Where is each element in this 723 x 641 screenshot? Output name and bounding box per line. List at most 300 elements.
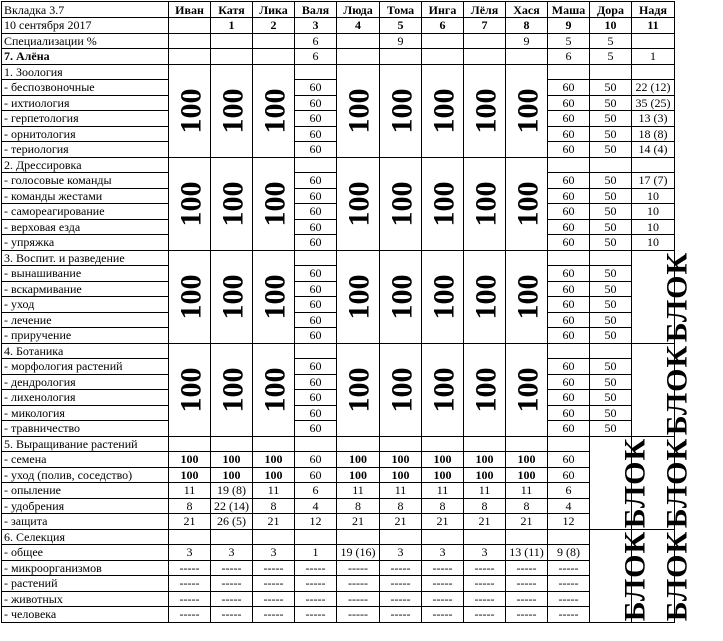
table-cell: 21 xyxy=(337,514,380,530)
big-value-cell xyxy=(422,157,464,250)
table-cell: 60 xyxy=(295,374,337,390)
row-label: - семена xyxy=(2,452,169,468)
dash-cell: ----- xyxy=(169,576,211,592)
big-value-cell xyxy=(253,64,295,157)
table-cell: 60 xyxy=(548,126,590,142)
table-cell xyxy=(169,436,211,452)
big-value-cell xyxy=(211,343,253,436)
dash-cell: ----- xyxy=(253,560,295,576)
dash-cell: ----- xyxy=(253,576,295,592)
big-value: 100 xyxy=(511,181,545,226)
table-cell xyxy=(548,64,590,80)
table-cell: 100 xyxy=(253,467,295,483)
table-cell: 26 (5) xyxy=(211,514,253,530)
table-cell: 11 xyxy=(422,483,464,499)
big-value: 100 xyxy=(342,88,376,133)
big-value-cell xyxy=(380,157,422,250)
table-cell: 100 xyxy=(211,452,253,468)
big-value-cell xyxy=(169,64,211,157)
big-value-cell xyxy=(464,157,506,250)
big-value: 100 xyxy=(174,88,208,133)
dash-cell: ----- xyxy=(169,607,211,623)
big-value: 100 xyxy=(216,274,250,319)
dash-cell: ----- xyxy=(169,560,211,576)
column-header-number xyxy=(169,18,211,34)
table-cell xyxy=(632,33,675,49)
table-cell xyxy=(590,250,632,266)
row-label: - защита xyxy=(2,514,169,530)
table-cell: 60 xyxy=(295,266,337,282)
row-label: - ихтиология xyxy=(2,95,169,111)
dash-cell: ----- xyxy=(211,607,253,623)
table-cell: 21 xyxy=(464,514,506,530)
dash-cell: ----- xyxy=(337,576,380,592)
table-cell: 8 xyxy=(380,498,422,514)
column-header-number: 11 xyxy=(632,18,675,34)
table-cell: 60 xyxy=(548,452,590,468)
table-cell xyxy=(253,49,295,65)
table-cell: 60 xyxy=(295,405,337,421)
table-cell: 5 xyxy=(590,49,632,65)
group-title: 2. Дрессировка xyxy=(2,157,169,173)
table-cell xyxy=(590,343,632,359)
table-cell: 6 xyxy=(548,49,590,65)
table-cell: 60 xyxy=(295,111,337,127)
table-cell xyxy=(422,33,464,49)
table-cell xyxy=(590,64,632,80)
big-value: 100 xyxy=(342,181,376,226)
table-cell xyxy=(211,436,253,452)
column-header-name: Люда xyxy=(337,2,380,18)
big-value-cell xyxy=(464,250,506,343)
table-cell: 3 xyxy=(422,545,464,561)
table-cell xyxy=(506,529,548,545)
big-value: 100 xyxy=(216,367,250,412)
table-cell: 21 xyxy=(380,514,422,530)
dash-cell: ----- xyxy=(295,576,337,592)
big-value-cell xyxy=(253,157,295,250)
table-cell xyxy=(253,529,295,545)
table-cell: 60 xyxy=(295,219,337,235)
table-cell: 13 (3) xyxy=(632,111,675,127)
table-cell: 60 xyxy=(295,421,337,437)
dash-cell: ----- xyxy=(422,591,464,607)
blok-label: БЛОК xyxy=(660,251,694,342)
table-cell: 8 xyxy=(506,498,548,514)
table-cell: 9 xyxy=(380,33,422,49)
table-cell: 100 xyxy=(380,452,422,468)
table-cell: 11 xyxy=(253,483,295,499)
table-cell: 50 xyxy=(590,204,632,220)
dash-cell: ----- xyxy=(380,591,422,607)
column-header-name: Тома xyxy=(380,2,422,18)
tab-title: Вкладка 3.7 xyxy=(2,2,169,18)
table-cell: 100 xyxy=(422,467,464,483)
dash-cell: ----- xyxy=(380,607,422,623)
table-cell: 50 xyxy=(590,359,632,375)
table-cell: 60 xyxy=(295,312,337,328)
table-cell xyxy=(506,436,548,452)
big-value-cell xyxy=(211,250,253,343)
table-cell: 12 xyxy=(548,514,590,530)
big-value-cell xyxy=(169,157,211,250)
dash-cell: ----- xyxy=(422,576,464,592)
dash-cell: ----- xyxy=(548,591,590,607)
group-title-row xyxy=(2,436,675,452)
table-cell: 60 xyxy=(295,235,337,251)
column-header-name: Дора xyxy=(590,2,632,18)
table-cell: 10 xyxy=(632,235,675,251)
table-cell xyxy=(506,49,548,65)
column-header-number: 10 xyxy=(590,18,632,34)
table-cell xyxy=(548,529,590,545)
table-cell: 17 (7) xyxy=(632,173,675,189)
table-cell: 60 xyxy=(548,374,590,390)
column-header-name: Лика xyxy=(253,2,295,18)
table-cell: 50 xyxy=(590,281,632,297)
dash-cell: ----- xyxy=(548,560,590,576)
blok-label: БЛОК xyxy=(660,437,694,528)
group-title-row xyxy=(2,250,675,266)
big-value: 100 xyxy=(469,367,503,412)
group-title: 4. Ботаника xyxy=(2,343,169,359)
dash-cell: ----- xyxy=(548,607,590,623)
row-label: - удобрения xyxy=(2,498,169,514)
table-cell: 100 xyxy=(422,452,464,468)
group-title: 6. Селекция xyxy=(2,529,169,545)
table-cell xyxy=(295,343,337,359)
column-header-number: 3 xyxy=(295,18,337,34)
column-header-number: 8 xyxy=(506,18,548,34)
big-value: 100 xyxy=(427,181,461,226)
table-cell: 60 xyxy=(295,204,337,220)
table-cell: 60 xyxy=(295,173,337,189)
big-value: 100 xyxy=(174,274,208,319)
big-value-cell xyxy=(506,343,548,436)
row-label: 7. Алёна xyxy=(2,49,169,65)
table-cell: 60 xyxy=(548,421,590,437)
big-value-cell xyxy=(422,343,464,436)
group-title-row xyxy=(2,529,675,545)
table-cell: 8 xyxy=(169,498,211,514)
table-cell xyxy=(253,436,295,452)
table-cell: 50 xyxy=(590,173,632,189)
table-cell: 50 xyxy=(590,235,632,251)
table-cell: 60 xyxy=(548,235,590,251)
table-cell: 8 xyxy=(337,498,380,514)
blok-cell xyxy=(590,436,652,529)
big-value: 100 xyxy=(427,367,461,412)
dash-cell: ----- xyxy=(295,591,337,607)
table-cell xyxy=(548,157,590,173)
table-cell: 11 xyxy=(169,483,211,499)
table-cell: 9 xyxy=(506,33,548,49)
table-cell xyxy=(464,436,506,452)
table-cell: 60 xyxy=(548,173,590,189)
big-value: 100 xyxy=(216,88,250,133)
row-label: - вынашивание xyxy=(2,266,169,282)
group-title: 3. Воспит. и разведение xyxy=(2,250,169,266)
table-cell xyxy=(337,436,380,452)
row-label: - вскармивание xyxy=(2,281,169,297)
row-label: - морфология растений xyxy=(2,359,169,375)
big-value-cell xyxy=(169,250,211,343)
table-cell: 100 xyxy=(337,467,380,483)
table-cell: 21 xyxy=(422,514,464,530)
dash-cell: ----- xyxy=(506,591,548,607)
table-cell: 11 xyxy=(380,483,422,499)
table-cell xyxy=(295,157,337,173)
blok-cell xyxy=(632,343,694,436)
table-cell: 50 xyxy=(590,142,632,158)
table-cell: 6 xyxy=(295,49,337,65)
table-cell: 11 xyxy=(337,483,380,499)
dash-cell: ----- xyxy=(380,560,422,576)
table-row xyxy=(2,591,675,607)
header-row-numbers xyxy=(2,18,675,34)
row-label: - самореагирование xyxy=(2,204,169,220)
table-cell: 50 xyxy=(590,390,632,406)
big-value-cell xyxy=(506,157,548,250)
table-row xyxy=(2,545,675,561)
table-cell xyxy=(590,157,632,173)
table-row xyxy=(2,576,675,592)
table-cell xyxy=(380,529,422,545)
big-value-cell xyxy=(211,157,253,250)
row-label: - приручение xyxy=(2,328,169,344)
big-value-cell xyxy=(422,250,464,343)
table-cell: 60 xyxy=(548,142,590,158)
column-header-number: 9 xyxy=(548,18,590,34)
row-label: - орнитология xyxy=(2,126,169,142)
alena-row xyxy=(2,49,675,65)
blok-cell xyxy=(590,529,652,622)
skills-table xyxy=(1,1,694,623)
table-cell xyxy=(380,436,422,452)
table-cell xyxy=(548,343,590,359)
table-cell: 11 xyxy=(506,483,548,499)
table-cell: 50 xyxy=(590,266,632,282)
table-cell: 3 xyxy=(253,545,295,561)
row-label: - упряжка xyxy=(2,235,169,251)
table-cell: 60 xyxy=(548,297,590,313)
table-row xyxy=(2,498,675,514)
big-value-cell xyxy=(253,343,295,436)
row-label: - лихенология xyxy=(2,390,169,406)
big-value-cell xyxy=(380,250,422,343)
dash-cell: ----- xyxy=(464,607,506,623)
big-value: 100 xyxy=(469,88,503,133)
table-cell: 50 xyxy=(590,328,632,344)
big-value: 100 xyxy=(258,88,292,133)
spec-row xyxy=(2,33,675,49)
table-cell: 100 xyxy=(464,452,506,468)
table-row xyxy=(2,514,675,530)
group-title-row xyxy=(2,64,675,80)
big-value: 100 xyxy=(258,367,292,412)
table-cell xyxy=(295,250,337,266)
big-value-cell xyxy=(506,250,548,343)
column-header-name: Катя xyxy=(211,2,253,18)
dash-cell: ----- xyxy=(422,607,464,623)
table-cell: 14 (4) xyxy=(632,142,675,158)
table-cell: 60 xyxy=(295,390,337,406)
column-header-number: 6 xyxy=(422,18,464,34)
table-cell: 60 xyxy=(548,328,590,344)
date-label: 10 сентября 2017 xyxy=(2,18,169,34)
table-cell xyxy=(169,49,211,65)
table-cell: 60 xyxy=(548,95,590,111)
row-label: - микология xyxy=(2,405,169,421)
row-label: - растений xyxy=(2,576,169,592)
table-cell: 50 xyxy=(590,405,632,421)
table-cell xyxy=(422,436,464,452)
table-cell: 60 xyxy=(548,390,590,406)
column-header-number: 5 xyxy=(380,18,422,34)
table-cell: 12 xyxy=(295,514,337,530)
table-cell: 60 xyxy=(548,188,590,204)
table-cell: 13 (11) xyxy=(506,545,548,561)
table-cell: 100 xyxy=(506,467,548,483)
table-cell xyxy=(211,529,253,545)
row-label: - травничество xyxy=(2,421,169,437)
dash-cell: ----- xyxy=(506,576,548,592)
table-cell: 5 xyxy=(590,33,632,49)
table-cell: 60 xyxy=(548,204,590,220)
table-cell: 5 xyxy=(548,33,590,49)
big-value: 100 xyxy=(385,88,419,133)
table-cell: 35 (25) xyxy=(632,95,675,111)
group-title-row xyxy=(2,343,675,359)
table-cell: 3 xyxy=(169,545,211,561)
row-label: - микроорганизмов xyxy=(2,560,169,576)
row-label: - животных xyxy=(2,591,169,607)
table-row xyxy=(2,607,675,623)
dash-cell: ----- xyxy=(211,591,253,607)
table-cell: 1 xyxy=(295,545,337,561)
table-cell: 8 xyxy=(422,498,464,514)
table-cell xyxy=(211,49,253,65)
row-label: - человека xyxy=(2,607,169,623)
table-cell: 60 xyxy=(295,359,337,375)
big-value-cell xyxy=(422,64,464,157)
big-value-cell xyxy=(337,343,380,436)
table-cell: 6 xyxy=(548,483,590,499)
table-cell: 1 xyxy=(632,49,675,65)
big-value: 100 xyxy=(511,367,545,412)
table-cell: 3 xyxy=(211,545,253,561)
table-cell: 60 xyxy=(548,359,590,375)
big-value: 100 xyxy=(216,181,250,226)
table-cell xyxy=(548,250,590,266)
big-value: 100 xyxy=(511,88,545,133)
dash-cell: ----- xyxy=(211,560,253,576)
table-cell: 21 xyxy=(253,514,295,530)
big-value: 100 xyxy=(385,367,419,412)
big-value-cell xyxy=(464,343,506,436)
table-cell xyxy=(464,49,506,65)
dash-cell: ----- xyxy=(506,607,548,623)
table-cell xyxy=(295,436,337,452)
blok-cell xyxy=(632,250,694,343)
table-row xyxy=(2,483,675,499)
row-label: - дендрология xyxy=(2,374,169,390)
table-cell: 50 xyxy=(590,297,632,313)
table-cell: 22 (12) xyxy=(632,80,675,96)
blok-label: БЛОК xyxy=(660,530,694,621)
table-cell: 100 xyxy=(337,452,380,468)
row-label: - общее xyxy=(2,545,169,561)
column-header-name: Иван xyxy=(169,2,211,18)
table-cell: 100 xyxy=(169,452,211,468)
row-label: - голосовые команды xyxy=(2,173,169,189)
table-cell: 4 xyxy=(295,498,337,514)
table-row xyxy=(2,467,675,483)
table-cell: 60 xyxy=(295,328,337,344)
table-cell: 8 xyxy=(253,498,295,514)
group-title-row xyxy=(2,157,675,173)
table-cell: 60 xyxy=(295,281,337,297)
table-cell: 10 xyxy=(632,188,675,204)
table-cell: 50 xyxy=(590,312,632,328)
big-value-cell xyxy=(337,157,380,250)
table-cell: 50 xyxy=(590,219,632,235)
row-label: - лечение xyxy=(2,312,169,328)
group-title: 5. Выращивание растений xyxy=(2,436,169,452)
row-label: - териология xyxy=(2,142,169,158)
blok-label: БЛОК xyxy=(618,530,652,621)
row-label: - беспозвоночные xyxy=(2,80,169,96)
column-header-name: Надя xyxy=(632,2,675,18)
dash-cell: ----- xyxy=(253,607,295,623)
table-cell xyxy=(464,33,506,49)
table-cell xyxy=(337,33,380,49)
table-cell xyxy=(632,64,675,80)
table-cell: 3 xyxy=(464,545,506,561)
dash-cell: ----- xyxy=(380,576,422,592)
big-value-cell xyxy=(380,64,422,157)
table-cell: 100 xyxy=(506,452,548,468)
row-label: Специализации % xyxy=(2,33,169,49)
table-row xyxy=(2,560,675,576)
big-value: 100 xyxy=(342,367,376,412)
table-cell: 50 xyxy=(590,374,632,390)
dash-cell: ----- xyxy=(548,576,590,592)
row-label: - верховая езда xyxy=(2,219,169,235)
table-cell: 60 xyxy=(295,452,337,468)
table-cell: 60 xyxy=(548,111,590,127)
big-value: 100 xyxy=(511,274,545,319)
dash-cell: ----- xyxy=(295,560,337,576)
table-cell xyxy=(422,529,464,545)
column-header-name: Маша xyxy=(548,2,590,18)
table-cell: 60 xyxy=(548,281,590,297)
dash-cell: ----- xyxy=(295,607,337,623)
dash-cell: ----- xyxy=(464,576,506,592)
row-label: - уход (полив, соседство) xyxy=(2,467,169,483)
table-cell: 60 xyxy=(295,467,337,483)
big-value-cell xyxy=(506,64,548,157)
blok-label: БЛОК xyxy=(660,344,694,435)
dash-cell: ----- xyxy=(169,591,211,607)
table-cell: 60 xyxy=(548,467,590,483)
group-title: 1. Зоология xyxy=(2,64,169,80)
big-value-cell xyxy=(169,343,211,436)
big-value: 100 xyxy=(469,274,503,319)
big-value-cell xyxy=(464,64,506,157)
table-cell xyxy=(169,529,211,545)
column-header-name: Инга xyxy=(422,2,464,18)
